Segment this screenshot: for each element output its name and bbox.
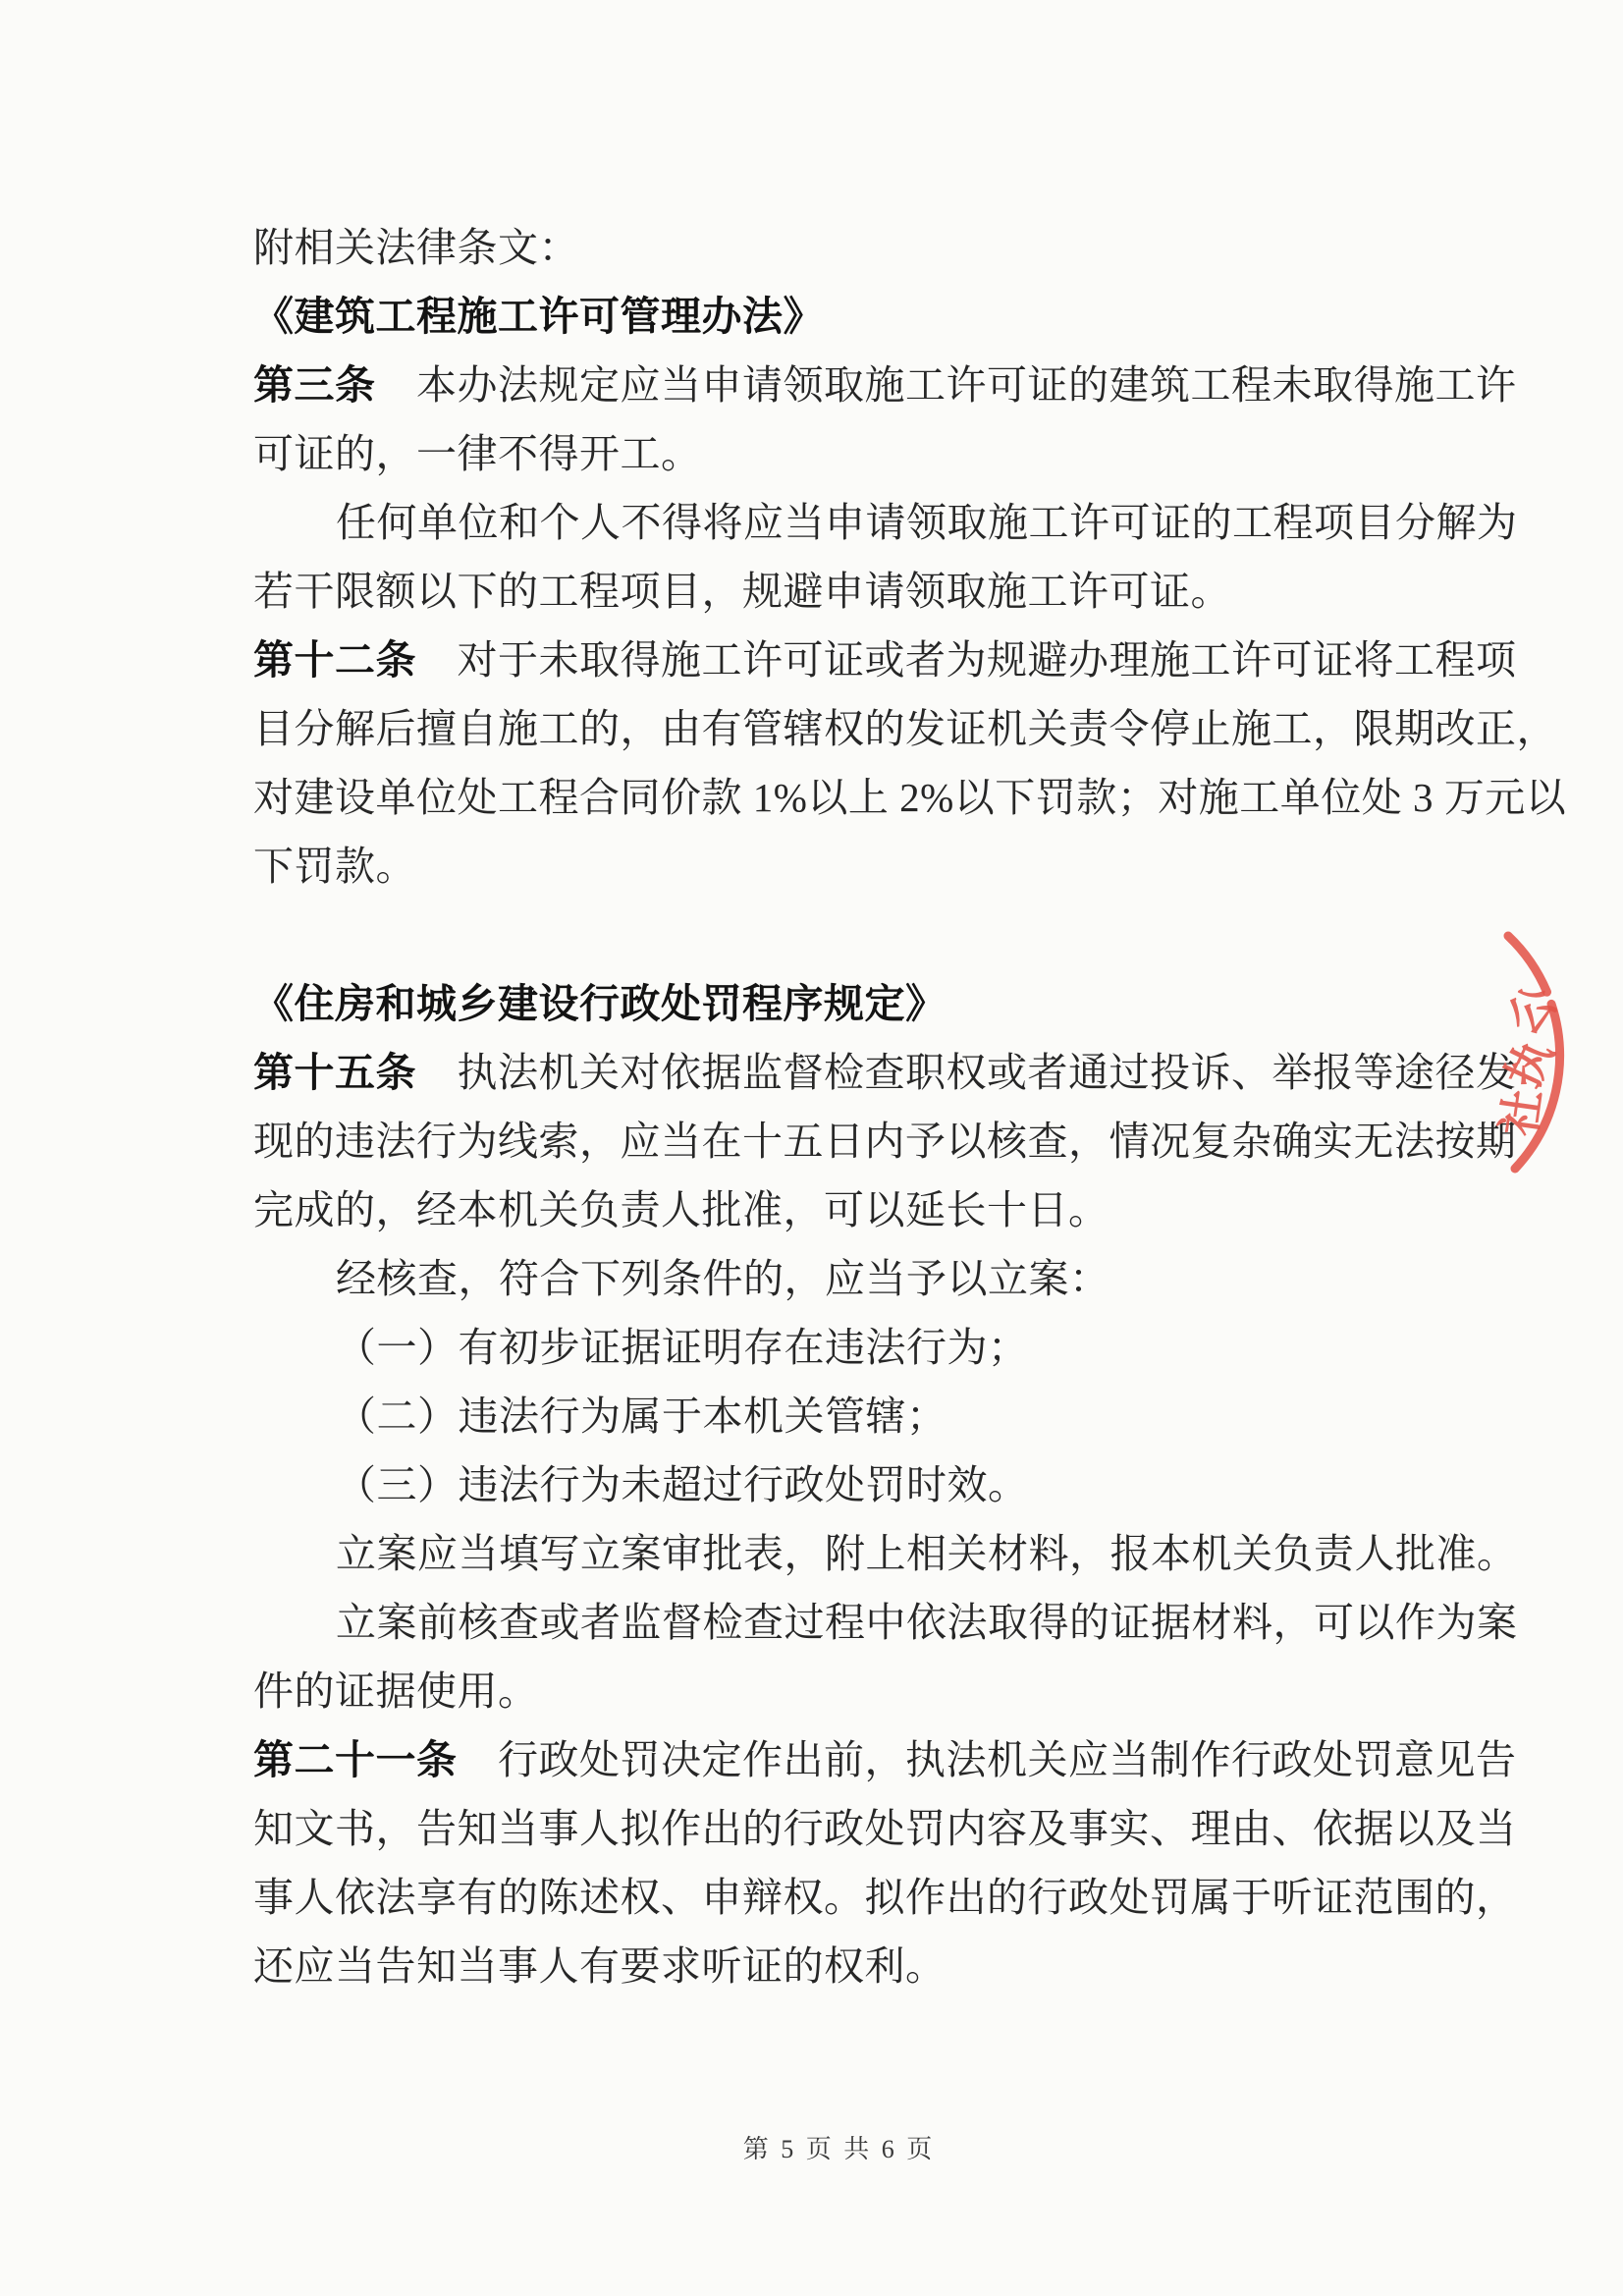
article-line — [253, 351, 1517, 419]
line-text: 执法机关对依据监督检查职权或者通过投诉、举报等途径发 — [416, 1050, 1517, 1095]
line-text: 件的证据使用。 — [253, 1668, 539, 1714]
text-line — [253, 557, 1463, 626]
line-text: 知文书，告知当事人拟作出的行政处罚内容及事实、理由、依据以及当 — [253, 1806, 1517, 1851]
line-text: 经核查，符合下列条件的，应当予以立案： — [336, 1256, 1110, 1301]
line-text: 附相关法律条文： — [253, 225, 579, 270]
text-line — [253, 763, 1567, 832]
stamp-character: 公 — [1497, 976, 1568, 1045]
line-text: 现的违法行为线索，应当在十五日内予以核查，情况复杂确实无法按期 — [253, 1119, 1517, 1164]
line-text: 行政处罚决定作出前，执法机关应当制作行政处罚意见告 — [457, 1737, 1517, 1782]
article-line — [253, 282, 1463, 351]
line-text: 若干限额以下的工程项目，规避申请领取施工许可证。 — [253, 569, 1231, 614]
text-line — [253, 1657, 1463, 1725]
text-line — [253, 1107, 1517, 1175]
text-line — [253, 1519, 1518, 1588]
line-text: 目分解后擅自施工的，由有管辖权的发证机关责令停止施工，限期改正， — [253, 706, 1557, 751]
text-line — [253, 1932, 1463, 2000]
line-text: 立案应当填写立案审批表，附上相关材料，报本机关负责人批准。 — [336, 1531, 1518, 1576]
line-text: 对于未取得施工许可证或者为规避办理施工许可证将工程项 — [416, 637, 1517, 683]
text-line — [253, 832, 1463, 901]
article-number: 第十五条 — [253, 1050, 416, 1095]
blank-line — [253, 901, 1463, 969]
stamp-character: 执 — [1497, 1032, 1564, 1097]
line-text: 下罚款。 — [253, 844, 416, 889]
line-text: （三）违法行为未超过行政处罚时效。 — [336, 1462, 1029, 1507]
article-number: 第三条 — [253, 362, 376, 408]
text-line — [253, 1313, 1463, 1382]
text-line — [253, 1175, 1463, 1244]
article-line — [253, 969, 1463, 1038]
line-text: 完成的，经本机关负责人批准，可以延长十日。 — [253, 1187, 1109, 1232]
regulation-title: 《住房和城乡建设行政处罚程序规定》 — [253, 981, 947, 1026]
line-text: 事人依法享有的陈述权、申辩权。拟作出的行政处罚属于听证范围的， — [253, 1875, 1517, 1920]
page-number: 第 5 页 共 6 页 — [742, 2135, 936, 2163]
text-block — [253, 213, 1567, 2000]
line-text: （一）有初步证据证明存在违法行为； — [336, 1325, 1029, 1370]
text-line — [253, 694, 1557, 763]
text-line — [253, 1244, 1463, 1313]
line-text: 可证的，一律不得开工。 — [253, 431, 702, 476]
text-line — [253, 213, 1463, 282]
text-line — [253, 1450, 1463, 1519]
article-line — [253, 1725, 1517, 1794]
line-text: 任何单位和个人不得将应当申请领取施工许可证的工程项目分解为 — [336, 500, 1518, 545]
stamp-character: 社 — [1493, 1086, 1552, 1139]
article-number: 第十二条 — [253, 637, 416, 683]
text-line — [253, 1863, 1517, 1932]
article-line — [253, 1038, 1517, 1107]
text-line — [253, 488, 1518, 557]
line-text: 还应当告知当事人有要求听证的权利。 — [253, 1943, 947, 1989]
article-number: 第二十一条 — [253, 1737, 458, 1782]
text-line — [253, 1588, 1518, 1657]
text-line — [253, 419, 1463, 488]
text-line — [253, 1382, 1463, 1450]
regulation-title: 《建筑工程施工许可管理办法》 — [253, 294, 824, 339]
line-text: 立案前核查或者监督检查过程中依法取得的证据材料，可以作为案 — [336, 1600, 1518, 1645]
line-text: 本办法规定应当申请领取施工许可证的建筑工程未取得施工许 — [375, 362, 1517, 408]
text-line — [253, 1794, 1517, 1863]
article-line — [253, 626, 1517, 694]
line-text: 对建设单位处工程合同价款 1%以上 2%以下罚款；对施工单位处 3 万元以 — [253, 775, 1567, 820]
line-text: （二）违法行为属于本机关管辖； — [336, 1394, 947, 1439]
